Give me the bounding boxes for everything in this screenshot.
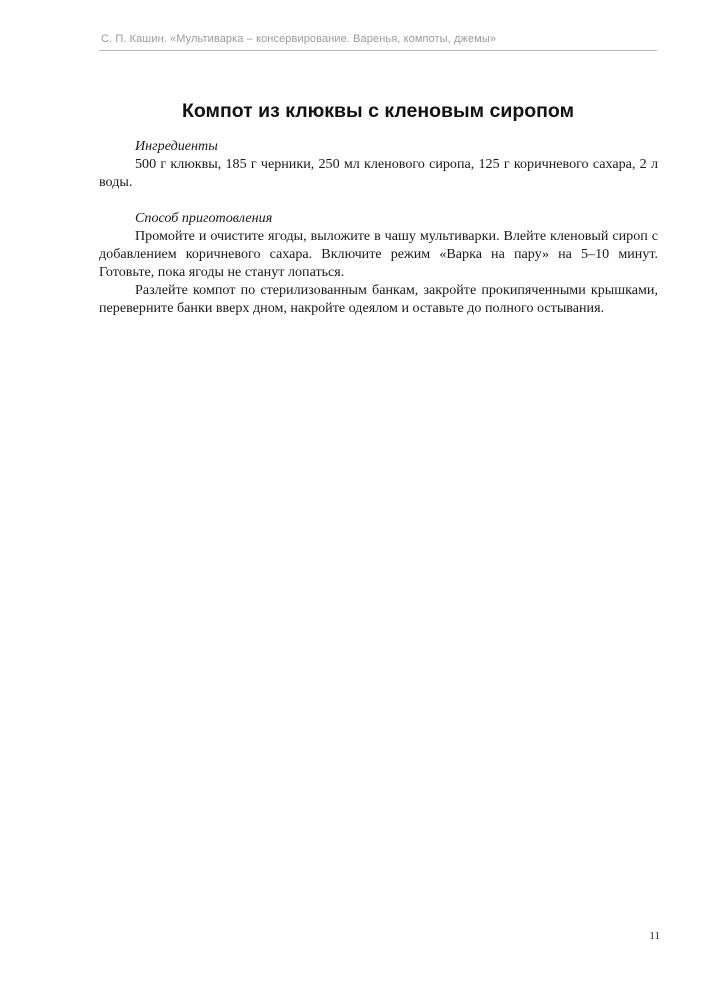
method-heading: Способ приготовления (135, 210, 273, 226)
method-paragraph: Разлейте компот по стерилизованным банкам, закройте прокипяченными крышками, переверните банки вверх дном, накройте одеялом и оставьте до полного остывания. (99, 282, 658, 316)
ingredients-text: 500 г клюквы, 185 г черники, 250 мл кленового сиропа, 125 г коричневого сахара, 2 л воды. (99, 156, 658, 190)
page-number: 11 (649, 930, 660, 942)
running-header: С. П. Кашин. «Мультиварка – консервирование. Варенья, компоты, джемы» (101, 33, 497, 45)
recipe-title: Компот из клюквы с кленовым сиропом (181, 100, 575, 122)
ingredients-heading: Ингредиенты (135, 138, 218, 154)
section-spacer (99, 191, 658, 209)
method-paragraph: Промойте и очистите ягоды, выложите в чашу мультиварки. Влейте кленовый сироп с добавлением коричневого сахара. Включите режим «Варка на пару» на 5–10 минут. Готовьте, пока ягоды не станут лопаться. (99, 228, 658, 280)
recipe-body (99, 137, 658, 317)
header-divider (99, 50, 657, 51)
